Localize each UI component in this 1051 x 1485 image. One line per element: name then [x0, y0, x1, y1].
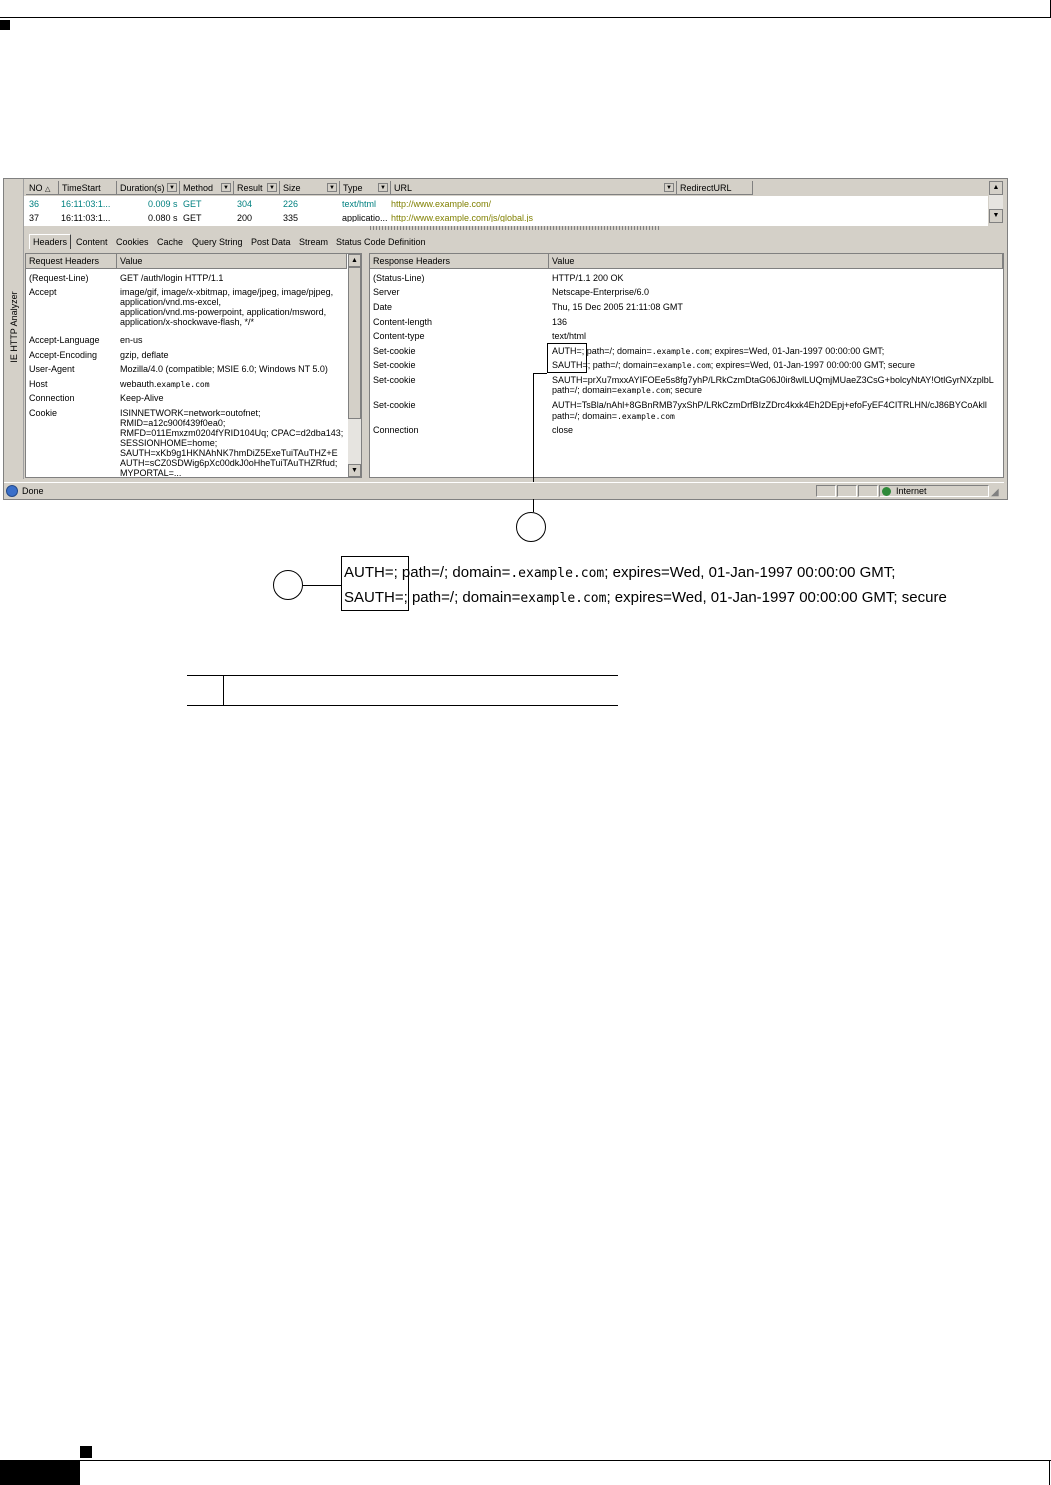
analyzer-side-bar — [4, 179, 24, 479]
request-value-col[interactable]: Value — [117, 254, 347, 269]
request-key: (Request-Line) — [29, 273, 89, 283]
response-key: Set-cookie — [373, 375, 416, 385]
dropdown-arrow-icon[interactable]: ▼ — [267, 183, 277, 192]
col-timestart[interactable]: TimeStart — [59, 181, 117, 195]
log-cell-result: 304 — [237, 199, 253, 209]
response-headers-pane[interactable] — [369, 253, 1004, 478]
request-key: Cookie — [29, 408, 58, 418]
log-cell-time: 16:11:03:1... — [61, 213, 111, 222]
log-cell-size: 226 — [283, 199, 299, 209]
log-cell-no: 36 — [29, 199, 40, 209]
key-table-divider — [223, 675, 224, 706]
request-scrollbar[interactable] — [348, 254, 361, 477]
header-rule — [0, 17, 1051, 18]
scroll-down-icon[interactable]: ▼ — [348, 464, 361, 477]
callout-number-circle — [516, 512, 546, 542]
col-redirecturl[interactable]: RedirectURL — [677, 181, 753, 195]
analyzer-side-label: IE HTTP Analyzer — [9, 291, 19, 363]
request-headers-pane[interactable] — [25, 253, 362, 478]
key-table-bottom-rule — [187, 705, 618, 706]
dropdown-arrow-icon[interactable]: ▼ — [664, 183, 674, 192]
splitter-grip[interactable] — [370, 226, 660, 230]
tab-cache[interactable]: Cache — [157, 237, 184, 247]
response-key: Date — [373, 302, 393, 312]
response-key: (Status-Line) — [373, 273, 425, 283]
status-zone-cell — [879, 485, 989, 497]
request-key: User-Agent — [29, 364, 75, 374]
tab-headers[interactable]: Headers — [29, 234, 71, 249]
col-duration[interactable]: Duration(s) ▼ — [117, 181, 180, 195]
request-key: Connection — [29, 393, 75, 403]
tab-cookies[interactable]: Cookies — [116, 237, 149, 247]
request-key: Accept-Language — [29, 335, 100, 345]
request-value: image/gif, image/x-xbitmap, image/jpeg, image/pjpeg, application/vnd.ms-excel, application/vnd.ms-powerpoint, application/msword, application/x-shockwave-flash, */* — [120, 287, 334, 327]
tab-content[interactable]: Content — [76, 237, 108, 247]
response-key: Set-cookie — [373, 400, 416, 410]
log-cell-size: 335 — [283, 213, 299, 222]
log-cell-type: text/html — [342, 199, 377, 209]
response-key: Content-length — [373, 317, 433, 327]
col-no[interactable]: NO △ — [26, 181, 59, 195]
tab-stream[interactable]: Stream — [299, 237, 329, 247]
response-value: 136 — [552, 317, 568, 327]
log-cell-url[interactable]: http://www.example.com/js/global.js — [391, 213, 534, 222]
request-value: webauth.example.com — [120, 379, 210, 389]
response-key: Server — [373, 287, 400, 297]
dropdown-arrow-icon[interactable]: ▼ — [327, 183, 337, 192]
dropdown-arrow-icon[interactable]: ▼ — [167, 183, 177, 192]
tab-status-code-definition[interactable]: Status Code Definition — [336, 237, 426, 247]
log-cell-type: applicatio... — [342, 213, 388, 222]
response-value: SAUTH=prXu7mxxAYIFOEe5s8fg7yhP/LRkCzmDtaG06J0ir8wlLUQmjMUaeZ3CsG+bolcyNtAY!OtlGyrNXzplbL — [552, 375, 994, 385]
log-scrollbar-track[interactable] — [989, 195, 1003, 209]
request-value: gzip, deflate — [120, 350, 169, 360]
response-value: path=/; domain=example.com; secure — [552, 385, 703, 395]
response-key: Content-type — [373, 331, 425, 341]
request-key: Accept — [29, 287, 57, 297]
response-value: Thu, 15 Dec 2005 21:11:08 GMT — [552, 302, 683, 312]
globe-icon — [882, 487, 891, 496]
cookie-highlight-box — [547, 343, 587, 373]
request-rows — [26, 269, 347, 477]
status-cell — [837, 485, 857, 497]
ie-page-icon — [6, 485, 18, 497]
response-value: Netscape-Enterprise/6.0 — [552, 287, 650, 297]
response-value: AUTH=TsBla/nAhl+8GBnRMB7yxShP/LRkCzmDrfBIzZDrc4kxk4Eh2DEpj+efoFyEF4CITRLHN/cJ86BYCoAkll — [552, 400, 987, 410]
col-method[interactable]: Method ▼ — [180, 181, 234, 195]
response-value: HTTP/1.1 200 OK — [552, 273, 624, 283]
callout-leader-line — [533, 373, 547, 374]
col-type[interactable]: Type ▼ — [340, 181, 391, 195]
request-value: Keep-Alive — [120, 393, 164, 403]
log-cell-result: 200 — [237, 213, 253, 222]
response-value: path=/; domain=.example.com — [552, 411, 675, 421]
detail-tabs — [24, 233, 1004, 250]
response-value: AUTH=; path=/; domain=.example.com; expires=Wed, 01-Jan-1997 00:00:00 GMT; — [552, 346, 885, 356]
response-value: SAUTH=; path=/; domain=example.com; expires=Wed, 01-Jan-1997 00:00:00 GMT; secure — [552, 360, 915, 370]
response-rows — [370, 269, 1003, 477]
scroll-down-icon[interactable]: ▼ — [989, 209, 1003, 223]
dropdown-arrow-icon[interactable]: ▼ — [378, 183, 388, 192]
log-cell-method: GET — [183, 199, 202, 209]
response-value: close — [552, 425, 574, 435]
callout-number-circle — [273, 570, 303, 600]
request-key: Accept-Encoding — [29, 350, 98, 360]
col-url[interactable]: URL ▼ — [391, 181, 677, 195]
request-value: ISINNETWORK=network=outofnet; RMID=a12c900f439f0ea0; RMFD=011Emxzm0204fYRID104Uq; CPAC=d2dba143; SESSIONHOME=home; SAUTH=xKb9g1HKNAhNK7hmDiZ5ExeTuiTAuTHZ+E AUTH=sCZ0SDWig6pXc00dkJ0oHheTuiTAuTHZRfud; MYPORTAL=... — [120, 408, 344, 477]
scrollbar-thumb[interactable] — [348, 267, 361, 419]
log-cell-url[interactable]: http://www.example.com/ — [391, 199, 492, 209]
scroll-up-icon[interactable]: ▲ — [989, 181, 1003, 195]
response-key: Connection — [373, 425, 419, 435]
header-corner-mark — [0, 20, 10, 30]
status-text: Done — [22, 486, 44, 496]
dropdown-arrow-icon[interactable]: ▼ — [221, 183, 231, 192]
response-key: Set-cookie — [373, 346, 416, 356]
zoom-line-auth: AUTH=; path=/; domain=.example.com; expires=Wed, 01-Jan-1997 00:00:00 GMT; — [344, 564, 896, 581]
request-value: GET /auth/login HTTP/1.1 — [120, 273, 224, 283]
response-value-col[interactable]: Value — [549, 254, 1003, 269]
footer-mark — [80, 1446, 92, 1458]
status-bar — [4, 482, 1004, 499]
tab-query-string[interactable]: Query String — [192, 237, 243, 247]
resize-grip-icon[interactable]: ◢ — [991, 487, 999, 498]
log-cell-time: 16:11:03:1... — [61, 199, 111, 209]
response-headers-col[interactable]: Response Headers — [370, 254, 549, 269]
tab-post-data[interactable]: Post Data — [251, 237, 291, 247]
key-table-top-rule — [187, 675, 618, 676]
response-key: Set-cookie — [373, 360, 416, 370]
scroll-up-icon[interactable]: ▲ — [348, 254, 361, 267]
footer-rule-tick — [1049, 1460, 1050, 1485]
col-result[interactable]: Result ▼ — [234, 181, 280, 195]
status-zone: Internet — [896, 486, 927, 496]
request-value: en-us — [120, 335, 143, 345]
footer-page-block — [0, 1460, 80, 1485]
response-value: text/html — [552, 331, 587, 341]
request-key: Host — [29, 379, 48, 389]
footer-rule — [80, 1460, 1051, 1461]
col-size[interactable]: Size ▼ — [280, 181, 340, 195]
log-cell-method: GET — [183, 213, 202, 222]
log-cell-no: 37 — [29, 213, 40, 222]
status-cell — [858, 485, 878, 497]
callout-leader-line — [303, 585, 341, 586]
request-headers-col[interactable]: Request Headers — [26, 254, 117, 269]
log-cell-duration: 0.080 s — [148, 213, 178, 222]
zoom-line-sauth: SAUTH=; path=/; domain=example.com; expires=Wed, 01-Jan-1997 00:00:00 GMT; secure — [344, 589, 947, 606]
request-value: Mozilla/4.0 (compatible; MSIE 6.0; Windows NT 5.0) — [120, 364, 328, 374]
status-cell — [816, 485, 836, 497]
log-cell-duration: 0.009 s — [148, 199, 178, 209]
